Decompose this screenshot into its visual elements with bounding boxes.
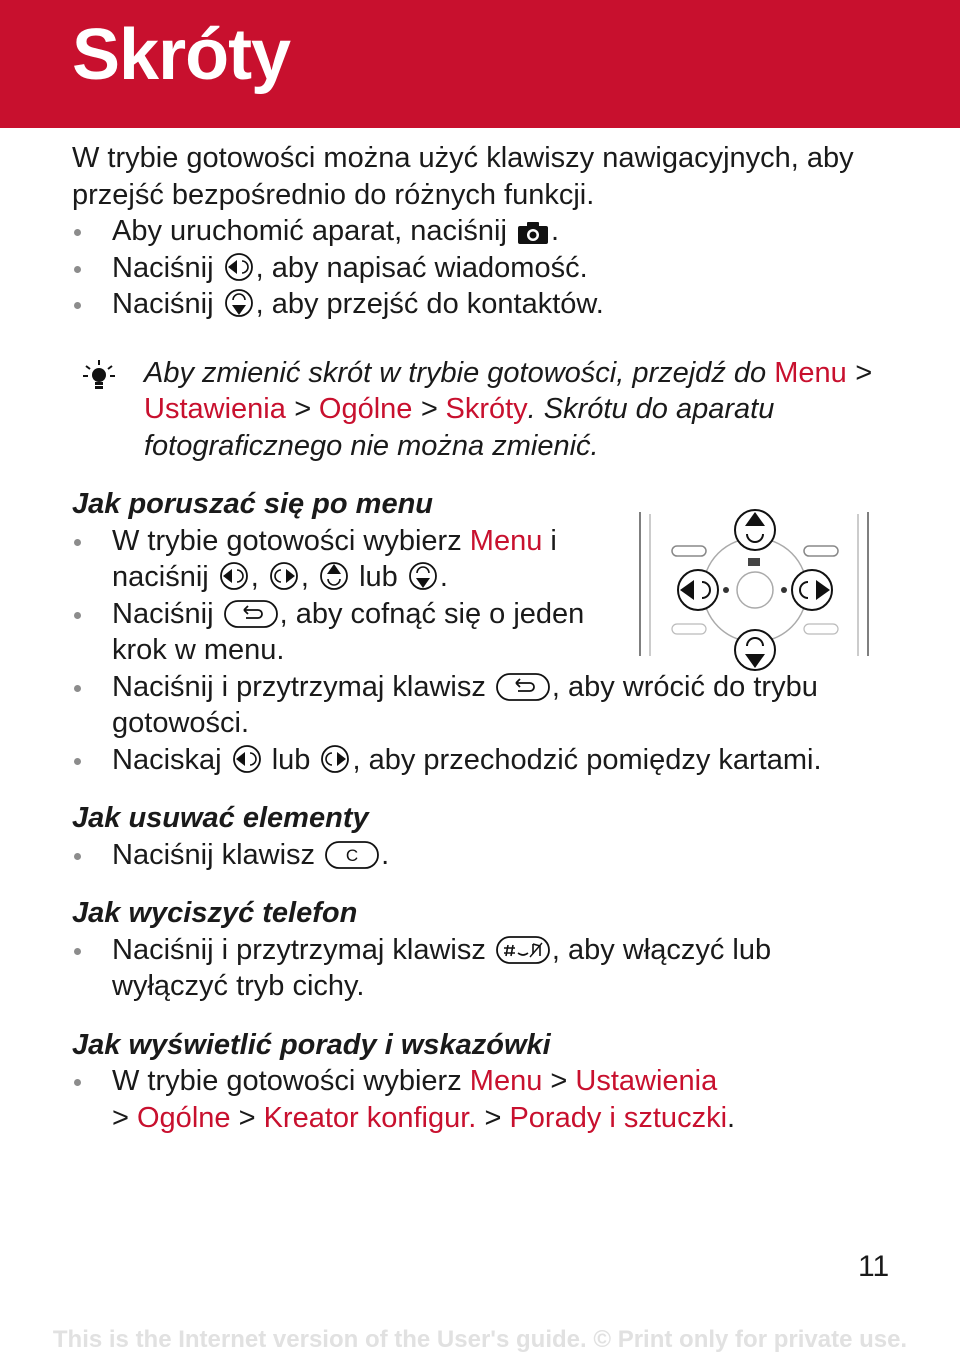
list-item: Naciśnij , aby przejść do kontaktów. xyxy=(72,286,892,323)
back-key-icon xyxy=(496,673,550,701)
nav-down-icon xyxy=(224,288,254,318)
nav-up-icon xyxy=(319,561,349,591)
section-heading-delete: Jak usuwać elementy xyxy=(72,802,369,834)
navigation-list xyxy=(72,523,592,669)
nav-left-icon xyxy=(224,252,254,282)
up-arrow-icon xyxy=(735,510,775,550)
c-key-icon xyxy=(325,841,379,869)
nav-left-icon xyxy=(232,744,262,774)
down-arrow-icon xyxy=(735,630,775,670)
list-item: W trybie gotowości wybierz Menu i naciśnij , , lub . xyxy=(72,523,592,596)
list-item: W trybie gotowości wybierz Menu > Ustawienia > Ogólne > Kreator konfigur. > Porady i sztuczki. xyxy=(72,1063,892,1136)
section-heading-tips: Jak wyświetlić porady i wskazówki xyxy=(72,1028,551,1061)
list-item: Aby uruchomić aparat, naciśnij . xyxy=(72,213,892,250)
navigation-list-cont xyxy=(72,669,892,779)
footer-note: This is the Internet version of the User's guide. © Print only for private use. xyxy=(52,1326,908,1353)
delete-list xyxy=(72,837,892,874)
right-arrow-icon xyxy=(792,570,832,610)
back-key-icon xyxy=(224,600,278,628)
section-heading-silent: Jak wyciszyć telefon xyxy=(72,897,358,929)
page-header xyxy=(0,0,960,128)
intro-text: W trybie gotowości można użyć klawiszy nawigacyjnych, aby przejść bezpośrednio do różnych funkcji. xyxy=(72,142,854,211)
list-item: Naciśnij , aby napisać wiadomość. xyxy=(72,250,892,287)
page-number: 11 xyxy=(858,1250,890,1283)
lightbulb-icon xyxy=(82,359,116,403)
c-key-label: C xyxy=(345,845,359,865)
nav-left-icon xyxy=(219,561,249,591)
section-heading-navigation: Jak poruszać się po menu xyxy=(72,488,434,520)
list-item: Naciśnij i przytrzymaj klawisz , aby wrócić do trybu gotowości. xyxy=(72,669,892,742)
nav-down-icon xyxy=(408,561,438,591)
left-arrow-icon xyxy=(678,570,718,610)
list-item: Naciskaj lub , aby przechodzić pomiędzy kartami. xyxy=(72,742,892,779)
hash-silent-key-icon xyxy=(496,936,550,964)
list-item: Naciśnij klawisz C . xyxy=(72,837,892,874)
tips-list xyxy=(72,1063,892,1136)
silent-list xyxy=(72,932,892,1005)
tip-box: Aby zmienić skrót w trybie gotowości, przejdź do Menu > Ustawienia > Ogólne > Skróty. Skrótu do aparatu fotograficznego nie można zmienić. xyxy=(72,355,892,465)
list-item: Naciśnij , aby cofnąć się o jeden krok w menu. xyxy=(72,596,592,669)
nav-right-icon xyxy=(320,744,350,774)
intro-list xyxy=(72,213,892,323)
navigation-key-diagram xyxy=(634,506,874,679)
list-item: Naciśnij i przytrzymaj klawisz , aby włączyć lub wyłączyć tryb cichy. xyxy=(72,932,892,1005)
nav-right-icon xyxy=(269,561,299,591)
page-title: Skróty xyxy=(72,15,291,95)
camera-icon xyxy=(517,221,549,245)
